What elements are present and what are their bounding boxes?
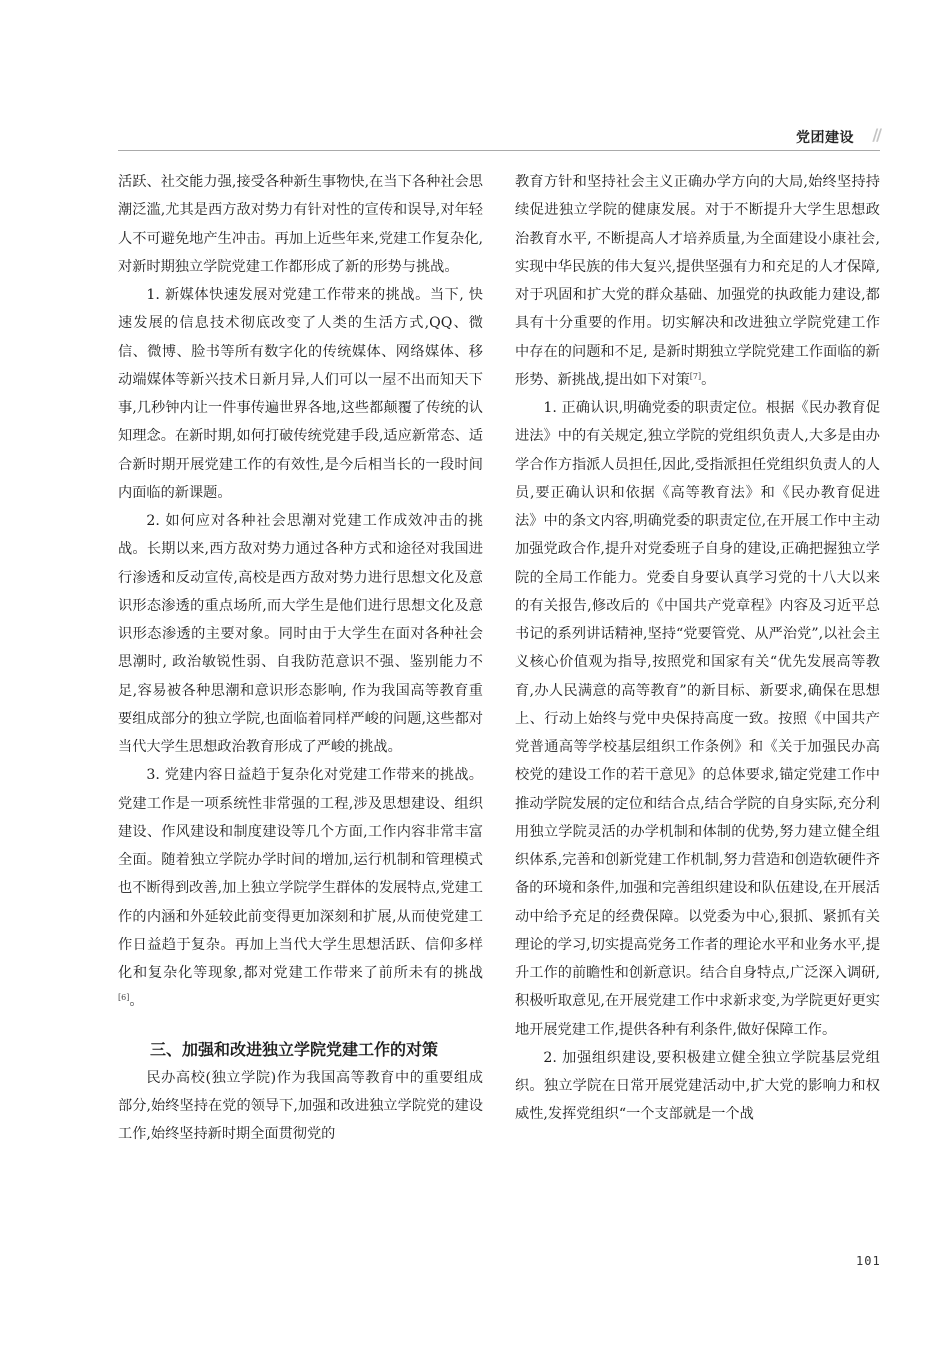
paragraph: 民办高校(独立学院)作为我国高等教育中的重要组成部分,始终坚持在党的领导下,加强和改进独立学院党的建设工作,始终坚持新时期全面贯彻党的 xyxy=(118,1069,483,1143)
paragraph xyxy=(515,168,880,394)
header-slash-ornament: // xyxy=(872,125,880,144)
section-heading: 三、加强和改进独立学院党建工作的对策 xyxy=(150,1039,439,1059)
citation-ref: [6] xyxy=(118,993,130,1003)
paragraph-text: 教育方针和坚持社会主义正确办学方向的大局,始终坚持持续促进独立学院的健康发展。对于不断提升大学生思想政治教育水平, 不断提高人才培养质量,为全面建设小康社会,实现中华民族的伟大复兴,提供坚强有力和充足的人才保障,对于巩固和扩大党的群众基础、加强党的执政能力建设,都具有十分重要的作用。切实解决和改进独立学院党建工作中存在的问题和不足, 是新时期独立学院党建工作面临的新形势、新挑战,提出如下对策 xyxy=(515,174,880,388)
paragraph: 2. 加强组织建设,要积极建立健全独立学院基层党组织。独立学院在日常开展党建活动中,扩大党的影响力和权威性,发挥党组织“一个支部就是一个战 xyxy=(515,1049,880,1123)
running-header xyxy=(118,112,880,152)
paragraph: 1. 新媒体快速发展对党建工作带来的挑战。当下, 快速发展的信息技术彻底改变了人类的生活方式,QQ、微信、微博、脸书等所有数字化的传统媒体、网络媒体、移动端媒体等新兴技术日新月异,人们可以一屋不出而知天下事,几秒钟内让一件事传遍世界各地,这些都颠覆了传统的认知理念。在新时期,如何打破传统党建手段,适应新常态、适合新时期开展党建工作的有效性,是今后相当长的一段时间内面临的新课题。 xyxy=(118,287,483,501)
right-column xyxy=(515,168,880,1129)
paragraph: 1. 正确认识,明确党委的职责定位。根据《民办教育促进法》中的有关规定,独立学院的党组织负责人,大多是由办学合作方指派人员担任,因此,受指派担任党组织负责人的人员,要正确认识和依据《高等教育法》和《民办教育促进法》中的条文内容,明确党委的职责定位,在开展工作中主动加强党政合作,提升对党委班子自身的建设,正确把握独立学院的全局工作能力。党委自身要认真学习党的十八大以来的有关报告,修改后的《中国共产党章程》内容及习近平总书记的系列讲话精神,坚持“党要管党、从严治党”,以社会主义核心价值观为指导,按照党和国家有关“优先发展高等教育,办人民满意的高等教育”的新目标、新要求,确保在思想上、行动上始终与党中央保持高度一致。按照《中国共产党普通高等学校基层组织工作条例》和《关于加强民办高校党的建设工作的若干意见》的总体要求,锚定党建工作中推动学院发展的定位和结合点,结合学院的自身实际,充分利用独立学院灵活的办学机制和体制的优势,努力建立健全组织体系,完善和创新党建工作机制,努力营造和创造软硬件齐备的环境和条件,加强和完善组织建设和队伍建设,在开展活动中给予充足的经费保障。以党委为中心,狠抓、紧抓有关理论的学习,切实提高党务工作者的理论水平和业务水平,提升工作的前瞻性和创新意识。结合自身特点,广泛深入调研,积极听取意见,在开展党建工作中求新求变,为学院更好更实地开展党建工作,提供各种有利条件,做好保障工作。 xyxy=(515,400,880,1038)
paragraph: 活跃、社交能力强,接受各种新生事物快,在当下各种社会思潮泛滥,尤其是西方敌对势力有针对性的宣传和误导,对年轻人不可避免地产生冲击。再加上近些年来,党建工作复杂化,对新时期独立学院党建工作都形成了新的形势与挑战。 xyxy=(118,174,483,275)
section-title: 党团建设 xyxy=(796,130,854,146)
page-number: 101 xyxy=(856,1254,881,1268)
paragraph xyxy=(118,761,483,1015)
paragraph-end: 。 xyxy=(129,993,144,1010)
citation-ref: [7] xyxy=(689,371,702,381)
paragraph-text: 3. 党建内容日益趋于复杂化对党建工作带来的挑战。党建工作是一项系统性非常强的工程,涉及思想建设、组织建设、作风建设和制度建设等几个方面,工作内容非常丰富全面。随着独立学院办学时间的增加,运行机制和管理模式也不断得到改善,加上独立学院学生群体的发展特点,党建工作的内涵和外延较此前变得更加深刻和扩展,从而使党建工作日益趋于复杂。再加上当代大学生思想活跃、信仰多样化和复杂化等现象,都对党建工作带来了前所未有的挑战 xyxy=(118,767,483,981)
header-rule xyxy=(118,150,880,151)
paragraph-end: 。 xyxy=(701,371,716,388)
left-column xyxy=(118,168,483,1149)
paragraph: 2. 如何应对各种社会思潮对党建工作成效冲击的挑战。长期以来,西方敌对势力通过各种方式和途径对我国进行渗透和反动宣传,高校是西方敌对势力进行思想文化及意识形态渗透的重点场所,而大学生是他们进行思想文化及意识形态渗透的主要对象。同时由于大学生在面对各种社会思潮时, 政治敏锐性弱、自我防范意识不强、鉴别能力不足,容易被各种思潮和意识形态影响, 作为我国高等教育重要组成部分的独立学院,也面临着同样严峻的问题,这些都对当代大学生思想政治教育形成了严峻的挑战。 xyxy=(118,513,483,755)
